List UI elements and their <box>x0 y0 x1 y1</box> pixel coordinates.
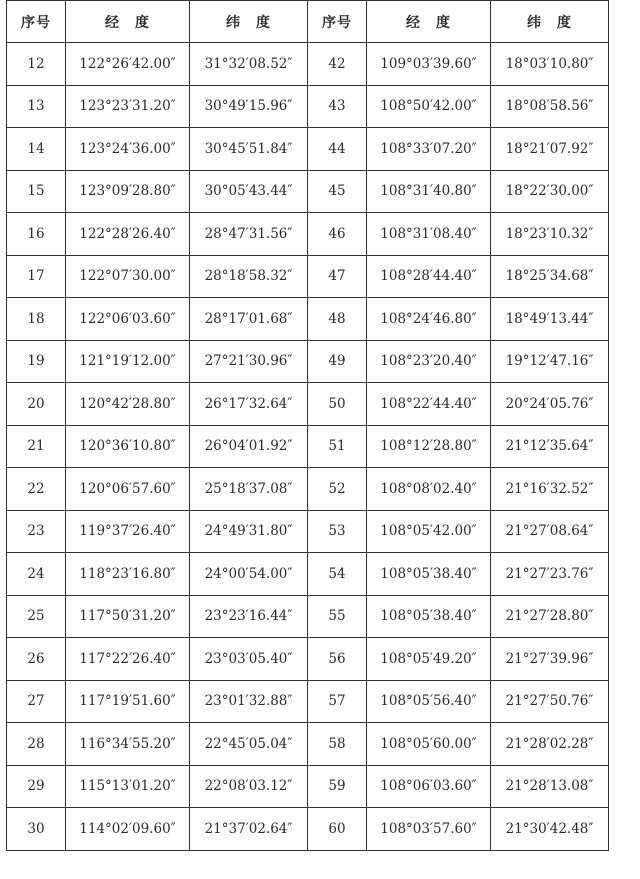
longitude-left: 117°19′51.60″ <box>66 680 190 723</box>
longitude-left: 120°06′57.60″ <box>66 468 190 511</box>
point-index-left: 25 <box>7 595 66 638</box>
latitude-left: 28°17′01.68″ <box>190 298 308 341</box>
point-index-right: 44 <box>308 128 367 171</box>
latitude-right: 18°21′07.92″ <box>491 128 609 171</box>
latitude-left: 23°03′05.40″ <box>190 638 308 681</box>
longitude-left: 117°50′31.20″ <box>66 595 190 638</box>
latitude-right: 21°27′28.80″ <box>491 595 609 638</box>
point-index-left: 18 <box>7 298 66 341</box>
header-longitude-right: 经 度 <box>367 1 491 43</box>
longitude-left: 120°36′10.80″ <box>66 425 190 468</box>
longitude-right: 108°05′60.00″ <box>367 723 491 766</box>
latitude-right: 21°16′32.52″ <box>491 468 609 511</box>
table-row <box>7 85 609 128</box>
longitude-right: 108°22′44.40″ <box>367 383 491 426</box>
longitude-left: 122°07′30.00″ <box>66 255 190 298</box>
longitude-left: 114°02′09.60″ <box>66 808 190 851</box>
longitude-left: 116°34′55.20″ <box>66 723 190 766</box>
point-index-right: 60 <box>308 808 367 851</box>
longitude-left: 117°22′26.40″ <box>66 638 190 681</box>
point-index-right: 53 <box>308 510 367 553</box>
longitude-left: 121°19′12.00″ <box>66 340 190 383</box>
point-index-right: 54 <box>308 553 367 596</box>
point-index-left: 14 <box>7 128 66 171</box>
latitude-left: 21°37′02.64″ <box>190 808 308 851</box>
longitude-right: 108°23′20.40″ <box>367 340 491 383</box>
latitude-left: 22°45′05.04″ <box>190 723 308 766</box>
point-index-right: 43 <box>308 85 367 128</box>
longitude-left: 115°13′01.20″ <box>66 765 190 808</box>
latitude-left: 27°21′30.96″ <box>190 340 308 383</box>
table-row <box>7 595 609 638</box>
table-row <box>7 213 609 256</box>
latitude-left: 30°49′15.96″ <box>190 85 308 128</box>
longitude-left: 123°24′36.00″ <box>66 128 190 171</box>
point-index-left: 26 <box>7 638 66 681</box>
latitude-left: 24°49′31.80″ <box>190 510 308 553</box>
latitude-right: 21°28′02.28″ <box>491 723 609 766</box>
latitude-right: 18°23′10.32″ <box>491 213 609 256</box>
header-index-left: 序号 <box>7 1 66 43</box>
longitude-left: 122°26′42.00″ <box>66 43 190 86</box>
point-index-left: 23 <box>7 510 66 553</box>
latitude-left: 24°00′54.00″ <box>190 553 308 596</box>
point-index-left: 28 <box>7 723 66 766</box>
latitude-right: 21°27′39.96″ <box>491 638 609 681</box>
table-row <box>7 43 609 86</box>
latitude-right: 18°49′13.44″ <box>491 298 609 341</box>
longitude-right: 108°24′46.80″ <box>367 298 491 341</box>
longitude-left: 122°06′03.60″ <box>66 298 190 341</box>
point-index-left: 21 <box>7 425 66 468</box>
latitude-left: 25°18′37.08″ <box>190 468 308 511</box>
table-row <box>7 638 609 681</box>
longitude-right: 108°50′42.00″ <box>367 85 491 128</box>
point-index-right: 59 <box>308 765 367 808</box>
longitude-right: 108°33′07.20″ <box>367 128 491 171</box>
latitude-right: 20°24′05.76″ <box>491 383 609 426</box>
point-index-left: 12 <box>7 43 66 86</box>
latitude-right: 21°27′23.76″ <box>491 553 609 596</box>
point-index-right: 55 <box>308 595 367 638</box>
longitude-left: 123°23′31.20″ <box>66 85 190 128</box>
latitude-left: 30°45′51.84″ <box>190 128 308 171</box>
header-latitude-right: 纬 度 <box>491 1 609 43</box>
point-index-right: 51 <box>308 425 367 468</box>
point-index-left: 19 <box>7 340 66 383</box>
table-row <box>7 553 609 596</box>
longitude-right: 108°31′40.80″ <box>367 170 491 213</box>
latitude-right: 18°25′34.68″ <box>491 255 609 298</box>
latitude-left: 22°08′03.12″ <box>190 765 308 808</box>
latitude-right: 21°12′35.64″ <box>491 425 609 468</box>
longitude-right: 109°03′39.60″ <box>367 43 491 86</box>
latitude-left: 30°05′43.44″ <box>190 170 308 213</box>
point-index-right: 52 <box>308 468 367 511</box>
point-index-right: 56 <box>308 638 367 681</box>
longitude-right: 108°28′44.40″ <box>367 255 491 298</box>
point-index-right: 46 <box>308 213 367 256</box>
header-latitude-left: 纬 度 <box>190 1 308 43</box>
point-index-right: 58 <box>308 723 367 766</box>
table-row <box>7 723 609 766</box>
table-row <box>7 468 609 511</box>
point-index-left: 16 <box>7 213 66 256</box>
longitude-left: 123°09′28.80″ <box>66 170 190 213</box>
point-index-left: 15 <box>7 170 66 213</box>
latitude-left: 28°18′58.32″ <box>190 255 308 298</box>
table-row <box>7 128 609 171</box>
longitude-right: 108°05′42.00″ <box>367 510 491 553</box>
latitude-left: 31°32′08.52″ <box>190 43 308 86</box>
point-index-right: 50 <box>308 383 367 426</box>
point-index-left: 29 <box>7 765 66 808</box>
latitude-left: 23°23′16.44″ <box>190 595 308 638</box>
point-index-left: 27 <box>7 680 66 723</box>
latitude-left: 23°01′32.88″ <box>190 680 308 723</box>
coordinate-table-page <box>6 0 634 879</box>
point-index-right: 45 <box>308 170 367 213</box>
longitude-left: 119°37′26.40″ <box>66 510 190 553</box>
latitude-right: 18°22′30.00″ <box>491 170 609 213</box>
table-row <box>7 680 609 723</box>
latitude-right: 21°27′08.64″ <box>491 510 609 553</box>
table-row <box>7 765 609 808</box>
latitude-right: 21°30′42.48″ <box>491 808 609 851</box>
point-index-right: 47 <box>308 255 367 298</box>
table-row <box>7 808 609 851</box>
point-index-left: 24 <box>7 553 66 596</box>
latitude-right: 21°27′50.76″ <box>491 680 609 723</box>
longitude-right: 108°05′38.40″ <box>367 595 491 638</box>
longitude-right: 108°05′49.20″ <box>367 638 491 681</box>
longitude-right: 108°05′56.40″ <box>367 680 491 723</box>
point-index-left: 13 <box>7 85 66 128</box>
point-index-right: 57 <box>308 680 367 723</box>
longitude-left: 118°23′16.80″ <box>66 553 190 596</box>
header-row <box>7 1 609 43</box>
latitude-left: 26°17′32.64″ <box>190 383 308 426</box>
point-index-left: 17 <box>7 255 66 298</box>
longitude-right: 108°12′28.80″ <box>367 425 491 468</box>
longitude-right: 108°31′08.40″ <box>367 213 491 256</box>
table-row <box>7 383 609 426</box>
table-row <box>7 255 609 298</box>
point-index-right: 49 <box>308 340 367 383</box>
latitude-left: 28°47′31.56″ <box>190 213 308 256</box>
table-row <box>7 425 609 468</box>
point-index-right: 48 <box>308 298 367 341</box>
coordinate-table <box>6 0 609 851</box>
table-row <box>7 340 609 383</box>
longitude-left: 120°42′28.80″ <box>66 383 190 426</box>
point-index-right: 42 <box>308 43 367 86</box>
table-body <box>7 43 609 851</box>
longitude-right: 108°08′02.40″ <box>367 468 491 511</box>
table-row <box>7 170 609 213</box>
latitude-right: 19°12′47.16″ <box>491 340 609 383</box>
point-index-left: 22 <box>7 468 66 511</box>
longitude-right: 108°05′38.40″ <box>367 553 491 596</box>
table-row <box>7 510 609 553</box>
latitude-right: 21°28′13.08″ <box>491 765 609 808</box>
latitude-left: 26°04′01.92″ <box>190 425 308 468</box>
latitude-right: 18°03′10.80″ <box>491 43 609 86</box>
latitude-right: 18°08′58.56″ <box>491 85 609 128</box>
longitude-right: 108°03′57.60″ <box>367 808 491 851</box>
longitude-right: 108°06′03.60″ <box>367 765 491 808</box>
point-index-left: 30 <box>7 808 66 851</box>
longitude-left: 122°28′26.40″ <box>66 213 190 256</box>
header-index-right: 序号 <box>308 1 367 43</box>
table-row <box>7 298 609 341</box>
header-longitude-left: 经 度 <box>66 1 190 43</box>
point-index-left: 20 <box>7 383 66 426</box>
